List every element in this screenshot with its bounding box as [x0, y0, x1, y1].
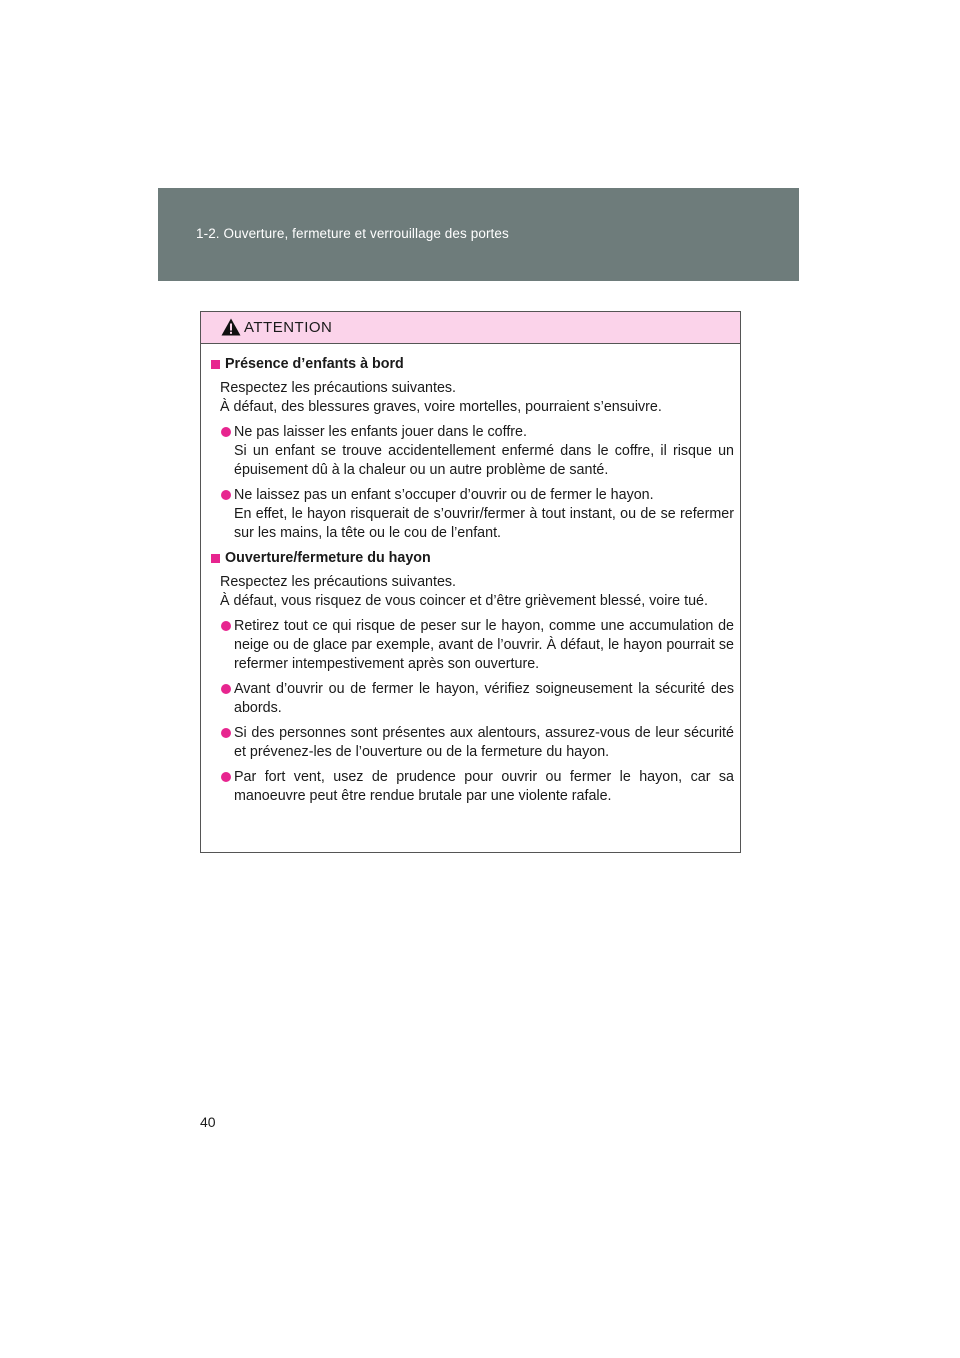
warning-header [201, 312, 740, 344]
breadcrumb: 1-2. Ouverture, fermeture et verrouillage des portes [196, 226, 509, 241]
circle-bullet-icon [221, 772, 231, 782]
section-intro: Respectez les précautions suivantes. À défaut, des blessures graves, voire mortelles, pourraient s’ensuivre. [220, 380, 662, 415]
warning-content [211, 355, 734, 812]
square-bullet-icon [211, 360, 220, 369]
list-item: Ne laissez pas un enfant s’occuper d’ouvrir ou de fermer le hayon. En effet, le hayon risquerait de s’ouvrir/fermer à tout instant, ou de se refermer sur les mains, la tête ou le cou de l’enfant. [211, 486, 734, 543]
warning-triangle-icon [221, 318, 241, 336]
list-item: Avant d’ouvrir ou de fermer le hayon, vérifiez soigneusement la sécurité des abords. [211, 680, 734, 718]
circle-bullet-icon [221, 621, 231, 631]
warning-box [200, 311, 741, 853]
list-item: Ne pas laisser les enfants jouer dans le coffre. Si un enfant se trouve accidentellement enfermé dans le coffre, il risque un épuisement dû à la chaleur ou un autre problème de santé. [211, 423, 734, 480]
circle-bullet-icon [221, 684, 231, 694]
warning-title: ATTENTION [244, 319, 333, 336]
section-intro: Respectez les précautions suivantes. À défaut, vous risquez de vous coincer et d’être grièvement blessé, voire tué. [220, 574, 708, 609]
chapter-header [158, 188, 799, 281]
list-item: Par fort vent, usez de prudence pour ouvrir ou fermer le hayon, car sa manoeuvre peut être rendue brutale par une violente rafale. [211, 768, 734, 806]
square-bullet-icon [211, 554, 220, 563]
list-item: Si des personnes sont présentes aux alentours, assurez-vous de leur sécurité et prévenez-les de l’ouverture ou de la fermeture du hayon. [211, 724, 734, 762]
page-number: 40 [200, 1114, 216, 1130]
list-item: Retirez tout ce qui risque de peser sur le hayon, comme une accumulation de neige ou de glace par exemple, avant de l’ouvrir. À défaut, le hayon pourrait se refermer intempestivement après son ouverture. [211, 617, 734, 674]
section-title: Ouverture/fermeture du hayon [211, 549, 734, 568]
section-title: Présence d’enfants à bord [211, 355, 734, 374]
circle-bullet-icon [221, 490, 231, 500]
circle-bullet-icon [221, 728, 231, 738]
circle-bullet-icon [221, 427, 231, 437]
